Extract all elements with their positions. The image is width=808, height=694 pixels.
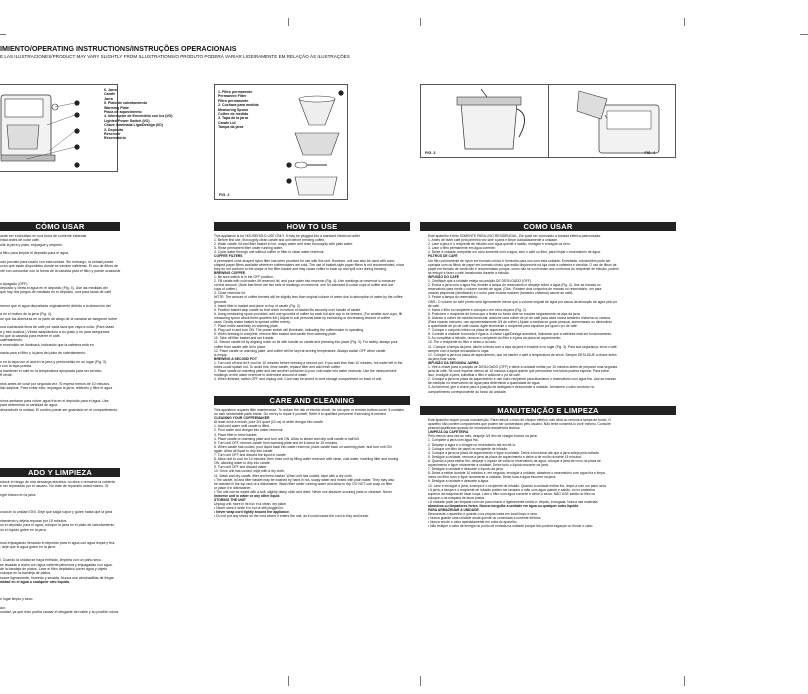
text-line: operada com os filtros de papel em formato cônico que estão disponíveis na loja onde a cafeteira é vendida. O uso de filtros de <box>428 262 617 267</box>
part-label: 4. Interruptor de Encendido con luz (I/O) <box>104 114 173 119</box>
column-english-care <box>214 408 418 519</box>
text-line: 6. Usando a colher de medida fornecida, adicione uma colher de pó de café para cada xícara tamanho chávena ou caneca. <box>428 315 611 320</box>
text-line: educir el riesgo de una descarga eléctrica, no abra o remueva la cubierta <box>0 480 115 484</box>
text-line: mos enjuagando llenando el depósito para el agua con agua limpia y fría, <box>0 540 116 545</box>
text-line: • Não estique o cabo de energia no ponto de entrada na unidade porque isto poderá esgarçar ou friccar o cabo. <box>428 524 594 529</box>
text-line: e encendido se iluminará, indicando que la cafetera está en <box>0 342 94 347</box>
text-line: i. Cuando la unidad se haya enfriado, límpiela con un paño seco. <box>0 558 102 563</box>
text-line: Este aparelho requer pouca manutenção. Para reduzir o risco de choque elétrico, não abra ou remova a tampa de fundo. O <box>428 418 611 422</box>
text-line: uede ser enchufado en una toma de corriente estándar. <box>0 234 88 238</box>
text-line: • A unidade pode ser limpada com um pano macio e ligeiramente úmido e, depois, enxugada. Nunca use materiais <box>428 499 598 504</box>
text-line: n lugar limpio y seco. <box>0 597 34 602</box>
text-line: 6. Quando a jarra esfriar frio, despeje o líquido de volta no reservatório de água, coloque a jarra de novo na placa de <box>428 458 601 463</box>
text-line: da jarra ficar vazia. <box>428 356 457 361</box>
text-line: nte con concordar con la forma de la canasta para el filtro y puede ocasionar <box>0 268 121 273</box>
text-line: This appliance requires little maintenance. To reduce the risk of electric shock, do not open or remove bottom cover. It contains <box>214 408 404 412</box>
parts-list-fig2 <box>218 90 259 130</box>
crop-mark <box>288 18 289 26</box>
text-line: 2. Encha a jarra com a água fria, levante a tampa do reservatório e despeje sobre a água (Fig. 4). Use as marcas no <box>428 283 601 288</box>
text-line: 5. Desligue a unidade, remova a jarra da placa de aquecimento e deixe-a de molho durante 15 minutos. <box>428 454 582 459</box>
text-line: • The unit can be wiped with a soft, slightly damp cloth and dried. Never use abrasive scouring pads or cleanser. Never <box>214 489 392 494</box>
text-line: menor que el agua depositada originalmente debido a la absorción del <box>0 303 111 308</box>
text-line: pessoal qualificado quando for necessário assistência técnica. <box>428 426 521 431</box>
text-line: 1. Antes de fazer café pela primeira vez lave a jarra e limpe cuidadosamente a unidade. <box>428 238 558 243</box>
text-line: r con la tapa puesta. <box>0 364 33 369</box>
part-label: 6. Jarra <box>104 88 117 92</box>
text-line: coffee from carafe with lid in place. <box>214 344 267 349</box>
text-line: 5. Turn unit OFF, remove carafe from warming plate and let it stand for 15 minutes. <box>214 440 339 445</box>
text-line: markings on the water reservoir to determine amount of water. <box>214 373 308 378</box>
text-line: coloque-o na máquina de lavar pratos. <box>428 495 486 500</box>
figure-3 <box>420 84 550 158</box>
text-line: 8. Deixe a esfriar durante 10 minutos e, em seguida, enxágüe a unidade, abastece o reservatório com água fria e limpa, <box>428 471 606 476</box>
text-line: 3. Feche a tampa do reservatório. <box>428 295 479 300</box>
text-line: At least once a month, pour 3/4 quart (24 oz) of white vinegar into carafe. <box>214 420 324 425</box>
part-label: Warming Plate <box>104 105 129 110</box>
part-label: Placa de aquecimento <box>104 110 142 115</box>
text-line: 10. Tire o recipiente do filtro e deixe-o ao lado. <box>428 340 497 345</box>
part-label: 5. Plato de calentamiento <box>104 101 148 106</box>
text-line: 10. Lave e enxágüe a jarra, a tampa e o recipiente de infusão. Quando a unidade esfriar frio, limpe-a com um pano seco. <box>428 483 608 488</box>
text-line: 7. Coloque o conjunto inteiro na placa de aquecimento. <box>428 328 510 333</box>
text-line: 5. Posicione o recipiente de forma que a fenda no fundo dele se encaixe seguramente na alça da jarra. <box>428 311 581 316</box>
text-line: Desconecte o aparelho e guarde-o na própria caixa em local limpo e seco. <box>428 512 539 517</box>
part-label: Colher de medida <box>218 112 249 117</box>
text-line: 7. Place entire assembly on warming plate. <box>214 324 279 329</box>
text-line: 7. Desligue a unidade e descarte o líquido da jarra. <box>428 467 504 472</box>
text-line: COFFEE FILTERS <box>214 254 243 259</box>
text-line: CLEANING YOUR COFFEEMAKER <box>214 416 270 421</box>
text-line: Unplug unit, store in its box in a clean, dry place. <box>214 502 287 507</box>
text-line: n Apagado (OFF). <box>0 281 29 286</box>
part-label: Lighted Power Switch (I/O) <box>104 118 150 123</box>
crop-mark <box>0 34 6 35</box>
part-label: Carafe Lid <box>218 120 236 125</box>
text-line: • Nunca guarde uma unidade ainda quente ou conectada à corrente elétrica. <box>428 516 542 521</box>
text-line: 11. Secure carafe lid by aligning notch on lid with handle on carafe and pressing into place (Fig. 3). For safety, always pour <box>214 340 398 345</box>
section-banner-care-and-cleaning: CARE AND CLEANING <box>214 396 410 405</box>
text-line: measuring spoon about three-quarters full.) Adjust to suit personal taste by increasing or decreasing amount of coffee <box>214 315 390 320</box>
text-line: 4. Insira o filtro no recipiente e coloque-o em cima da jarra (Fig. 2). <box>428 307 527 312</box>
text-line: coloque en la bandeja de platos. <box>0 571 52 576</box>
text-line: 5. Position basket atop carafe so that notch in bottom of basket fits securely over handle of carafe. <box>214 307 362 312</box>
text-line: a mantener el café en la temperatura apropiada para ser servido. <box>0 368 103 373</box>
text-line: ue que las aberturas en la parte de abajo de la canasta se aseguren sobre <box>0 316 118 321</box>
crop-mark <box>800 34 808 35</box>
text-line: odo provisto para usarlo con esta unidad. Sin embargo, la unidad puede <box>0 260 114 265</box>
crop-mark <box>684 676 685 686</box>
text-line: xícaras pequenas (demitasse) e o outro para xícaras maiores (tamanho chávena) cancel de café). <box>428 291 574 296</box>
part-label: Jarra <box>104 96 113 101</box>
text-line: ; deje que el agua gotee en la jarra. <box>0 545 56 550</box>
text-line: immerse unit in water or any other liquid. <box>214 493 281 498</box>
text-line: • Never store it while it is hot or still plugged in. <box>214 506 284 511</box>
text-line: 12. Coloque a jarra na placa de aquecimento, que irá manter o café à temperatura de servir. Sempre DESLIGUE a chave antes <box>428 352 617 357</box>
text-line: 4. Place carafe on warming plate and turn unit ON. Allow to steam and drip until carafe is half full. <box>214 436 360 441</box>
text-line: is empty. <box>214 352 228 357</box>
text-line: de la bandeja de platos. Lave el filtro deplástico correr agua y objeto <box>0 566 108 571</box>
text-line: 4. Coloque a jarra na placa de aquecimento e ligue a unidade. Deixe a funcionar até que a jarra esteja pela metade. <box>428 450 600 455</box>
text-line: 10. Take off filter basket and set it aside. <box>214 336 275 341</box>
text-line: intad antes de colar café. <box>0 238 40 243</box>
text-line: lido salpicar. Para evitar esto, enjuague la jarra, rellénelo y filtre el agua <box>0 386 113 391</box>
crop-mark <box>420 676 421 686</box>
text-line: A permanent cone-shaped nylon filter has been provided for use with this unit. However, unit can also be used with cone- <box>214 258 396 263</box>
text-line: BREWING A SECOND POT <box>214 356 257 361</box>
text-line: ff verde. <box>0 373 13 377</box>
text-line: 6. Using measuring spoon provided, add one spoonful of coffee for each full-size cup to be brewed. (For smaller-size cups, fill <box>214 311 403 316</box>
text-line: 2. Despeje a água e o vinagre no reservatório até enchê-lo. <box>428 442 517 447</box>
text-line: NOTE: The amount of coffee brewed will be slightly less than original volume of water due to absorption of water by the coffee <box>214 295 403 300</box>
text-line: unidad, ya que esto podría causar el desgaste del cable y su posible rotura. <box>0 610 119 615</box>
text-line: 1. Complete a jarra com água fria. <box>428 438 479 443</box>
parts-list-fig1 <box>104 88 172 141</box>
text-line: 1. Be sure switch is in the OFF position. <box>214 274 274 279</box>
text-line: que hay dos juegos de medidas en el depósito, una para tazas de café <box>0 290 112 295</box>
text-line: • A jarra, a tampa e o recipiente de infusão podem ser lavados a mão com água quente e sabão, ou no prateleira <box>428 487 595 492</box>
part-label: 1. Filtro permanente <box>218 90 253 94</box>
text-line: • Never wrap cord tightly around the appliance. <box>214 510 290 515</box>
text-line: again. Allow all liquid to drip into carafe. <box>214 448 274 453</box>
part-label: 3. Depósito <box>104 127 124 132</box>
column-english-how-to-use <box>214 234 418 381</box>
part-label: Reservoir <box>104 132 121 137</box>
section-banner-como-usar-pt: COMO USAR <box>420 222 676 231</box>
text-line: a y tres cuartos.) Véase adaptándolo a su gusto y es para asegurarse <box>0 329 110 334</box>
text-line: 4. Cycle water through unit without coffee or filter to clean water reservoir. <box>214 250 325 255</box>
text-line: 8. Conecte a unidade à tomada e ligue-a. A chave Liga/Desliga acenderá, indicando que a cafeteira está em funcionamento. <box>428 332 613 337</box>
text-line: 8. Plug unit in and turn ON. The power switch will illuminate, indicating the coffeemaker is operating. <box>214 328 364 333</box>
text-line: 3. Close reservoir lid. <box>214 291 246 296</box>
text-line: ntos antes de colar por segunda vez. Si espera menos de 10 minutos, <box>0 381 111 386</box>
text-line: aparelho não contém componentes que podem ser consertados pelo usuário. Não tente consertá-lo você mesmo. Consulte <box>428 422 611 427</box>
page-title: IMIENTO/OPERATING INSTRUCTIONS/INSTRUÇÕES OPERACIONAIS <box>0 44 237 53</box>
column-spanish-how-to-use <box>0 234 210 412</box>
text-line: rlo que la canasta para esterer el café. <box>0 333 61 338</box>
text-line: 2. Pour water and vinegar into water reservoir. <box>214 428 284 433</box>
text-line: calentamiento. <box>0 338 24 343</box>
text-line: depósito y vierta el agua en el depósito (Fig. 4). Use las medidas del <box>0 286 108 291</box>
section-banner-manutencao: MANUTENÇÃO E LIMPEZA <box>420 406 676 415</box>
reservoir-fill-illustration <box>549 85 675 157</box>
text-line: sempre com a tampa encaixada no lugar. <box>428 348 490 353</box>
part-label: Filtro permanente <box>218 98 249 103</box>
text-line: 4. When finished, switch OFF and unplug unit. Cord may be stored in cord storage compartment on back of unit. <box>214 377 383 382</box>
text-line: used. Gently shake basket to spread coffee evenly. <box>214 319 291 324</box>
text-line: Pelo menos uma vez ao mês, despeje 3/4 litro de vinagre branco na jarra: <box>428 434 538 439</box>
text-line: jarra de café. Se você esperar menos de 10 minutos a água quente que permanece nos tubos poderá espirrar. Para evitar <box>428 369 610 374</box>
text-line: ulte la jarra y plato; enjuague y séquelo. <box>0 242 63 247</box>
text-line: 11. Wash and dry carafe, filter and brew basket. When unit has cooled, wipe with a dry cloth. <box>214 473 353 478</box>
text-line: a filtro para limpiar el depósito para el agua. <box>0 251 70 256</box>
text-line: o en la tapa con el asa en la jarra y presiónelalo en su lugar (Fig. 3). <box>0 359 108 364</box>
text-line: cono que están disponibles donde se venden cafeteras. El uso de filtros de <box>0 264 118 269</box>
figure-label: FIG. 2 <box>219 193 230 197</box>
carafe-lid-illustration <box>421 85 549 157</box>
text-line: ón el líquido gotee en la jarra. <box>0 527 47 532</box>
text-line: 1. Certifique que a unidade esteja na posição DE DESLIGADO (OFF). <box>428 279 532 284</box>
part-label: Measuring Spoon <box>218 107 249 112</box>
text-line: ngre blanco en la jarra. <box>0 493 37 498</box>
text-line: cups of coffee.) <box>214 287 238 292</box>
text-line: 2. Place carafe on warming plate and use another container to pour cold water into water reservoir. Use the measurement <box>214 369 397 374</box>
text-line: 6. When carafe has cooled, pour liquid back into water reservoir, place carafe back on warming plate, and turn unit ON <box>214 444 392 449</box>
text-line: PARA ARMAZENAR A UNIDADE <box>428 508 479 513</box>
text-line: correct amount. (Note that there are two sets of markings on reservoir, one for standard 8-ounce cups of coffee and one <box>214 283 394 288</box>
text-line: 9. Ao completar a infusão, remova o recipiente do filtro e a jarra da placa de aquecimento. <box>428 336 562 341</box>
text-line: se lavadas a mano con agua caliente jabonosa y enjuagadas con agua. <box>0 562 113 567</box>
text-line: no user serviceable parts inside. Do not try to repair it yourself. Refer it to qualified personnel if servicing is needed. <box>214 412 387 417</box>
page-subtitle: E LAS ILUSTRACIONES/PRODUCT MAY VARY SLIGHTLY FROM ILLUSTRATIONS/O PRODUTO PODERÁ VARIAR LIGEIRAMENTE EM RELAÇÃO ÀS ILUSTRAÇÕES <box>0 54 350 59</box>
text-line: 1. Before first use, thoroughly clean carafe and unit before brewing coffee. <box>214 238 326 243</box>
text-line: grounds. <box>214 299 228 304</box>
text-line: 1. Add cold water until carafe is filled. <box>214 424 270 429</box>
crop-mark <box>420 18 421 26</box>
text-line: ON, allowing water to drip into carafe. <box>214 461 271 466</box>
text-line: una cucharada llena de café por cada taza que vaya a colar. (Para tazas <box>0 325 114 330</box>
text-line: 8. Allow unit to cool for 10 minutes; then rinse unit by filling water reservoir with clean, cold water, inserting filter and turning <box>214 457 399 462</box>
text-line: 1. Turn unit off and let it cool for 10 minutes before brewing a second pot. If you wait less than 10 minutes, hot water left in the <box>214 360 403 365</box>
coffeemaker-illustration <box>0 85 117 171</box>
text-line: 1. Vire a chave para a posição de DESLIGADO (OFF) e deixe a unidade esfriar por 10 minutos antes de preparar uma segunda <box>428 365 618 369</box>
text-line: suave ligeramente. húmedo y secada. Nunca use almohadillas de fregar <box>0 575 114 580</box>
text-line: 3. Ao terminar, gire a chave para a posição de desligado e desconecte a unidade. Armazene o cabo condutor no <box>428 385 595 390</box>
text-line: 9. Desligue a unidade e descarte a água. <box>428 479 489 484</box>
text-line: aquecimento e ligue novamente a unidade. Deixe todo o líquido escorrer na jarra. <box>428 463 549 468</box>
text-line: • Nunca enrole o cabo apertadamente em volta do aparelho. <box>428 520 518 525</box>
text-line: tubes could splash out. To avoid this, rinse carafe, replace filter and add fresh coffee. <box>214 365 342 369</box>
text-line: dor. <box>0 605 6 610</box>
text-line: FILTROS DE CAFÉ <box>428 254 458 259</box>
text-line: BREWING COFFEE <box>214 270 246 275</box>
section-banner-como-usar-es: CÓMO USAR <box>0 222 120 231</box>
crop-mark <box>288 676 289 686</box>
section-banner-cuidado-es: ADO Y LIMPIEZA <box>0 468 120 477</box>
text-line: papel em formato de cesta não é recomendado porque, como não se conformam aos contornos do recipiente de infusão, podem <box>428 266 619 271</box>
part-label: 3. Tapa de la jarra <box>218 116 249 121</box>
text-line: nasta para el filtro y la jarra del plato de calentamiento. <box>0 351 87 356</box>
text-line: shaped paper filters available wherever coffeemakers are sold. The use of basket-style paper filters is not recommended, since <box>214 262 405 267</box>
text-line: • The carafe, lid and filter basket may be washed by hand in hot, soapy water and rinsed with plain water. They may also <box>214 477 395 482</box>
text-line: midad en el agua o cualquier otro líquido. <box>0 579 71 584</box>
text-line: STORING THE UNIT <box>214 498 246 503</box>
text-line: a quantidade de pó de café usada. Agite levemente o recipiente para espalhar por igual o pó de café. <box>428 324 578 329</box>
text-line: Um filtro permanente de nylon em formato cônico é fornecido para uso com esta unidade. Entretanto, ela também pode ser <box>428 258 611 263</box>
text-line: • Do not put any stress on the cord where it enters the unit, as it could cause the cord to fray and break. <box>214 514 369 519</box>
text-line: desenchufe la unidad. El cordón puede ser guardado en el compartimiento <box>0 407 118 412</box>
text-line: superior da máquina de lavar louça. Lave o filtro com água corrente e deixe-o secar. NÃO USE sabão no filtro ou <box>428 491 596 496</box>
text-line: 2. Wash carafe, lid and filter basket in hot, soapy water and rinse thoroughly with plain water. <box>214 242 353 247</box>
part-label: Reservatório <box>104 136 126 141</box>
text-line: ninos sentarse para volver agua fría en el depósito para el agua. Use <box>0 399 109 404</box>
part-label: Chave Iluminada Liga/Desliga (I/O) <box>104 123 163 128</box>
text-line: be washed in the top rack of a dishwasher. Wash filter under running water and allow to dry. DO NOT use soap on filter <box>214 481 393 486</box>
text-line: 2. Fill carafe with cold water, lift reservoir lid, and pour water into reservoir (Fig. 4). Use markings on reservoir to measure <box>214 279 396 284</box>
figure-1 <box>0 84 118 172</box>
text-line: 11. Coloque a tampa da jarra, alinhe a fenda com a alça da jarra e encaixe-a no lugar (Fig. 3). Para sua segurança, sirva o café <box>428 344 617 349</box>
text-line: a en el molino de la jarra (Fig. 4). <box>0 312 53 317</box>
text-line: 2. Coloque a jarra na placa de aquecimento e use outro recipiente para abastecer o reservatório com água fria. Use as marcas <box>428 377 616 382</box>
text-line: 9. Turn unit OFF and discard water. <box>214 465 268 470</box>
text-line: INFUSÃO DO CAFÉ <box>428 274 460 279</box>
text-line: 3. Coloque um filtro de papel no recipiente de infusão. <box>428 446 509 451</box>
text-line: 10. Once unit has cooled, wipe with a dry cloth. <box>214 469 285 474</box>
text-line: (Para xícaras menores, use aproximadamente 3/4 de colher.) Ajuste a medida ao gosto pessoal, aumentando ou diminuindo <box>428 319 613 324</box>
column-portuguese-care <box>428 418 676 529</box>
text-line: se entupir e fazer o café transbordar durante a infusão. <box>428 270 510 275</box>
text-line: cocción la unidad IONI. Deje que salga vapor y gotee hasta que la jarra <box>0 510 113 515</box>
text-line: This appliance is for HOUSEHOLD USE ONLY. It may be plugged into a standard electrical outlet <box>214 234 360 238</box>
crop-mark <box>684 18 685 26</box>
text-line: INFUSÃO DA SEGUNDA JARRA <box>428 360 479 365</box>
part-label: Tampa da jarra <box>218 125 244 130</box>
part-label: 2. Cuchara para medida <box>218 103 259 108</box>
text-line: ón el depósito para el agua; coloque la jarra en el plato de calentamiento <box>0 523 115 528</box>
text-line: OBS.: O volume do café pronto será ligeiramente menor que o volume original de água por causa da absorção de água pelo pó <box>428 299 618 304</box>
text-line: isso, enxágüe a jarra, substitua o filtro e adicione o pó de café. <box>428 373 521 378</box>
text-line: they do not conform to the shape of the filter basket and may cause coffee to back up and spill over during brewing. <box>214 266 387 271</box>
figure-label: FIG. 4 <box>644 151 655 155</box>
text-line: reservatório para medir o volume correto de água. (Obs.: Existem dois conjuntos de marcas no reservatório, um para <box>428 287 602 292</box>
text-line: 3. Lave o filtro permanente em água corrente. <box>428 246 496 251</box>
text-line: 2. Lave a jarra e o recipiente de infusão com água quente e sabão, enxágüe e enxágüe-os bem. <box>428 242 571 247</box>
part-label: Carafe <box>104 92 116 97</box>
text-line: Este aparelho é feito SOMENTE PARA USO RESIDENCIAL. Ele pode ser conectado à tomada elétrica padronizada. <box>428 234 601 238</box>
text-line: insira um filtro novo e ligue novamente a unidade. Deixe toda a água escorrer na jarra. <box>428 475 557 480</box>
text-line: de medição no reservatório de água para determinar a quantidade de água. <box>428 381 541 386</box>
text-line: ntamiento y déjela reposar por 15 minutos. <box>0 519 68 524</box>
text-line: abrasivos ou limpadores fortes. Nunca mergulhe a unidade em água ou qualquer outro líquido. <box>428 503 580 508</box>
text-line: 3. Place filter in brew basket. <box>214 432 258 437</box>
text-line: e ser reparadas por el usuario. No trate de repararlo usted mismo. Si <box>0 484 109 489</box>
text-line: 7. Turn unit OFF and discard the liquid in carafe. <box>214 453 287 458</box>
text-line: 3. Rinse permanent filter under running water. <box>214 246 283 251</box>
column-spanish-care <box>0 480 210 615</box>
text-line: or place it in dishwasher. <box>214 485 252 490</box>
text-line: 4. Deixe a unidade completar um ciclo somente com a água, sem o café ou filtro, para limpar o reservatório de água. <box>428 250 601 255</box>
text-line: 12. Place carafe on warming plate, and coffee will be kept at serving temperature. Always switch OFF when carafe <box>214 348 386 353</box>
figure-label: FIG. 3 <box>425 151 436 155</box>
section-banner-how-to-use: HOW TO USE <box>214 222 410 231</box>
text-line: de café. <box>428 303 440 308</box>
column-portuguese-how-to-use <box>428 234 676 394</box>
part-label: Permanent Filter <box>218 94 247 99</box>
text-line: 9. When brewing is complete, remove filter basket and carafe from warming plate. <box>214 332 337 337</box>
text-line: LIMPEZA DA CAFETEIRA <box>428 430 469 435</box>
text-line: para determinar la cantidad de agua. <box>0 403 58 408</box>
text-line: compartimento correspondente ao fundo da unidade. <box>428 389 507 394</box>
text-line: 4. Insert filter in basket and place on top of carafe (Fig. 2). <box>214 303 301 308</box>
figure-4 <box>548 84 676 158</box>
